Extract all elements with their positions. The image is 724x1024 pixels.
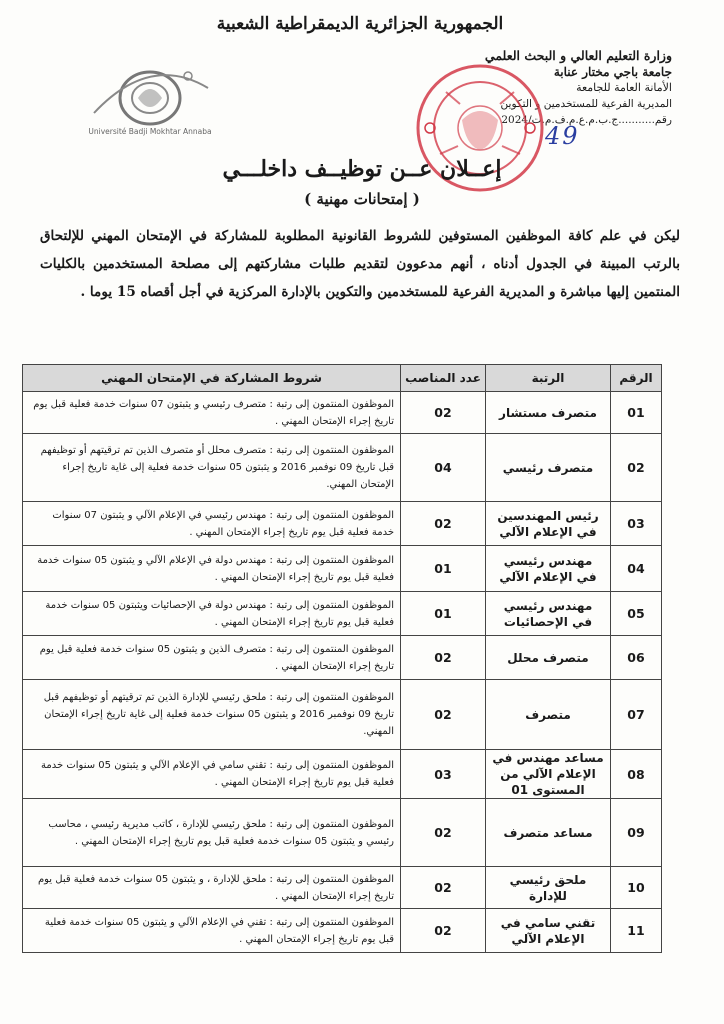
positions-table [22, 364, 662, 953]
cell-count: 02 [401, 502, 486, 546]
header-rank: الرتبة [486, 365, 611, 392]
cell-num: 03 [611, 502, 662, 546]
table-row [23, 592, 662, 636]
cell-conditions: الموظفون المنتمون إلى رتبة : مهندس رئيسي في الإعلام الآلي و يثبتون 07 سنوات خدمة فعلية قبل يوم تاريخ إجراء الإمتحان المهني . [23, 502, 401, 546]
table-header-row [23, 365, 662, 392]
cell-rank: رئيس المهندسين في الإعلام الآلي [486, 502, 611, 546]
cell-num: 08 [611, 750, 662, 799]
cell-conditions: الموظفون المنتمون إلى رتبة : ملحق للإدارة ، و يثبتون 05 سنوات خدمة فعلية قبل يوم تاريخ إجراء الإمتحان المهني . [23, 867, 401, 909]
cell-rank: تقني سامي في الإعلام الآلي [486, 909, 611, 953]
table-row [23, 546, 662, 592]
cell-count: 03 [401, 750, 486, 799]
header-num: الرقم [611, 365, 662, 392]
cell-num: 10 [611, 867, 662, 909]
table-row [23, 750, 662, 799]
cell-conditions: الموظفون المنتمون إلى رتبة : ملحق رئيسي للإدارة ، كاتب مديرية رئيسي ، محاسب رئيسي و يثبتون 05 سنوات خدمة فعلية قبل يوم تاريخ إجراء الإمتحان المهني . [23, 799, 401, 867]
table-row [23, 392, 662, 434]
cell-rank: مساعد متصرف [486, 799, 611, 867]
table-row [23, 799, 662, 867]
cell-conditions: الموظفون المنتمون إلى رتبة : تقني في الإعلام الآلي و يثبتون 05 سنوات خدمة فعلية قبل يوم تاريخ إجراء الإمتحان المهني . [23, 909, 401, 953]
cell-count: 02 [401, 392, 486, 434]
announcement-subtitle: ( إمتحانات مهنية ) [304, 190, 420, 208]
cell-count: 02 [401, 799, 486, 867]
subdirectorate-line: المديرية الفرعية للمستخدمين و التكوين [500, 98, 672, 110]
university-line: جامعة باجي مختار عنابة [553, 65, 672, 79]
cell-rank: متصرف محلل [486, 636, 611, 680]
cell-count: 04 [401, 434, 486, 502]
cell-num: 06 [611, 636, 662, 680]
cell-count: 02 [401, 636, 486, 680]
table-row [23, 502, 662, 546]
cell-num: 09 [611, 799, 662, 867]
cell-conditions: الموظفون المنتمون إلى رتبة : متصرف رئيسي و يثبتون 07 سنوات خدمة فعلية قبل يوم تاريخ إجراء الإمتحان المهني . [23, 392, 401, 434]
handwritten-number: 49 [545, 122, 580, 150]
cell-count: 01 [401, 546, 486, 592]
header-count: عدد المناصب [401, 365, 486, 392]
ministry-line: وزارة التعليم العالي و البحث العلمي [484, 48, 672, 63]
cell-conditions: الموظفون المنتمون إلى رتبة : متصرف الذين و يثبتون 05 سنوات خدمة فعلية قبل يوم تاريخ إجراء الإمتحان المهني . [23, 636, 401, 680]
table-row [23, 867, 662, 909]
cell-num: 01 [611, 392, 662, 434]
cell-conditions: الموظفون المنتمون إلى رتبة : مهندس دولة في الإعلام الآلي و يثبتون 05 سنوات خدمة فعلية قبل يوم تاريخ إجراء الإمتحان المهني . [23, 546, 401, 592]
cell-conditions: الموظفون المنتمون إلى رتبة : مهندس دولة في الإحصائيات ويثبتون 05 سنوات خدمة فعلية قبل يوم تاريخ إجراء الإمتحان المهني . [23, 592, 401, 636]
cell-num: 04 [611, 546, 662, 592]
cell-num: 11 [611, 909, 662, 953]
table-row [23, 434, 662, 502]
cell-rank: ملحق رئيسي للإدارة [486, 867, 611, 909]
cell-rank: متصرف رئيسي [486, 434, 611, 502]
cell-num: 07 [611, 680, 662, 750]
cell-conditions: الموظفون المنتمون إلى رتبة : ملحق رئيسي للإدارة الذين تم ترقيتهم أو توظيفهم قبل تاريخ 09 نوفمبر 2016 و يثبتون 05 سنوات خدمة فعلية إلى غاية تاريخ إجراء الإمتحان المهني. [23, 680, 401, 750]
republic-heading: الجمهورية الجزائرية الديمقراطية الشعبية [216, 14, 504, 34]
logo-caption: Université Badji Mokhtar Annaba [88, 127, 212, 136]
cell-count: 01 [401, 592, 486, 636]
header-conditions: شروط المشاركة في الإمتحان المهني [23, 365, 401, 392]
university-logo [80, 58, 220, 138]
cell-count: 02 [401, 867, 486, 909]
table-row [23, 909, 662, 953]
announcement-title: إعــلان عــن توظيــف داخلـــي [222, 156, 502, 182]
cell-conditions: الموظفون المنتمون إلى رتبة : تقني سامي في الإعلام الآلي و يثبتون 05 سنوات خدمة فعلية قبل يوم تاريخ إجراء الإمتحان المهني . [23, 750, 401, 799]
cell-num: 05 [611, 592, 662, 636]
cell-conditions: الموظفون المنتمون إلى رتبة : متصرف محلل أو متصرف الذين تم ترقيتهم أو توظيفهم قبل تاريخ 09 نوفمبر 2016 و يثبتون 05 سنوات خدمة فعلية إلى غاية تاريخ إجراء الإمتحان المهني. [23, 434, 401, 502]
reference-line: رقم...........ج.ب.م.ع.م.ف.م.ت/2024 [501, 114, 672, 126]
cell-rank: مهندس رئيسي في الإعلام الآلي [486, 546, 611, 592]
announcement-intro: ليكن في علم كافة الموظفين المستوفين للشروط القانونية المطلوبة للمشاركة في الإمتحان المهني للإلتحاق بالرتب المبينة في الجدول أدناه ، أنهم مدعوون لتقديم طلبات مشاركتهم إلى مصلحة المستخدمين بالكليات المنتمين إليها مباشرة و المديرية الفرعية للمستخدمين والتكوين بالإدارة المركزية في أجل أقصاه 15 يوما . [40, 228, 680, 300]
cell-count: 02 [401, 680, 486, 750]
cell-rank: مساعد مهندس في الإعلام الآلي من المستوى 01 [486, 750, 611, 799]
cell-rank: متصرف [486, 680, 611, 750]
secretariat-line: الأمانة العامة للجامعة [576, 81, 672, 94]
cell-rank: مهندس رئيسي في الإحصائيات [486, 592, 611, 636]
cell-num: 02 [611, 434, 662, 502]
table-row [23, 636, 662, 680]
cell-rank: متصرف مستشار [486, 392, 611, 434]
cell-count: 02 [401, 909, 486, 953]
table-row [23, 680, 662, 750]
